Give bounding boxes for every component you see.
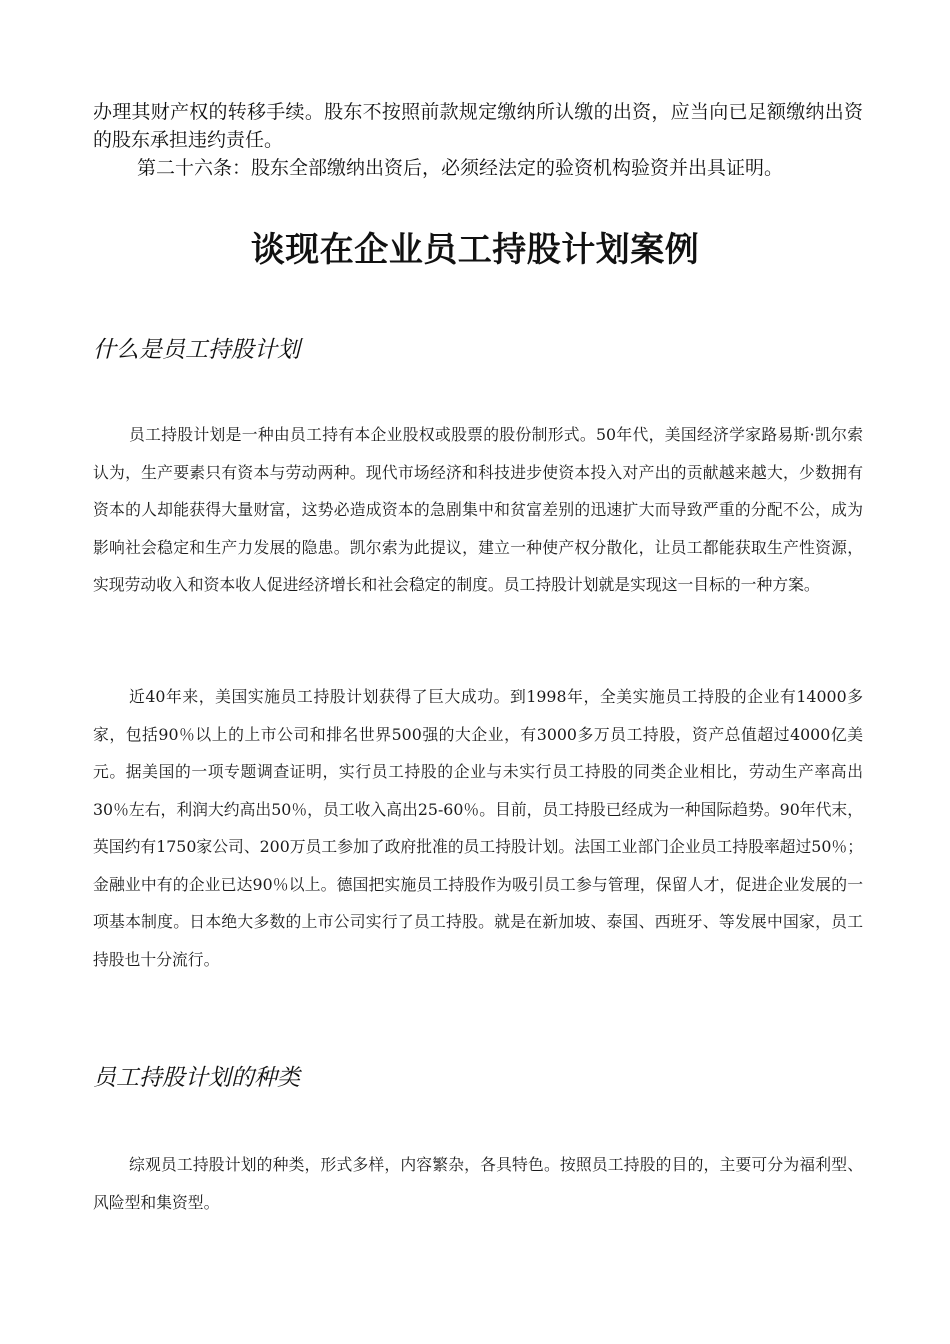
article-26: 第二十六条：股东全部缴纳出资后，必须经法定的验资机构验资并出具证明。 [137,157,784,179]
paragraph-esop-history: 近40年来，美国实施员工持股计划获得了巨大成功。到1998年，全美实施员工持股的企业有14000多家，包括90％以上的上市公司和排名世界500强的大企业，有3000多万员工持股，资产总值超过4000亿美元。据美国的一项专题调查证明，实行员工持股的企业与未实行员工持股的同类企业相比，劳动生产率高出30％左右，利润大约高出50％，员工收入高出25-60％。目前，员工持股已经成为一种国际趋势。90年代末，英国约有1750家公司、200万员工参加了政府批准的员工持股计划。法国工业部门企业员工持股率超过50％；金融业中有的企业已达90％以上。德国把实施员工持股作为吸引员工参与管理，保留人才，促进企业发展的一项基本制度。日本绝大多数的上市公司实行了员工持股。就是在新加坡、泰国、西班牙、等发展中国家，员工持股也十分流行。 [93,687,863,969]
paragraph-esop-types: 综观员工持股计划的种类，形式多样，内容繁杂，各具特色。按照员工持股的目的，主要可分为福利型、风险型和集资型。 [93,1155,863,1212]
previous-section-text [93,98,863,182]
paragraph-esop-definition: 员工持股计划是一种由员工持有本企业股权或股票的股份制形式。50年代，美国经济学家路易斯·凯尔索认为，生产要素只有资本与劳动两种。现代市场经济和科技进步使资本投入对产出的贡献越来越大，少数拥有资本的人却能获得大量财富，这势必造成资本的急剧集中和贫富差别的迅速扩大而导致严重的分配不公，成为影响社会稳定和生产力发展的隐患。凯尔索为此提议，建立一种使产权分散化，让员工都能获取生产性资源，实现劳动收入和资本收人促进经济增长和社会稳定的制度。员工持股计划就是实现这一目标的一种方案。 [93,425,863,594]
section-heading-esop-types: 员工持股计划的种类 [93,1065,300,1091]
document-title: 谈现在企业员工持股计划案例 [250,230,700,270]
article-continuation: 办理其财产权的转移手续。股东不按照前款规定缴纳所认缴的出资，应当向已足额缴纳出资的股东承担违约责任。 [93,101,863,151]
section-heading-what-is-esop: 什么是员工持股计划 [93,337,300,363]
